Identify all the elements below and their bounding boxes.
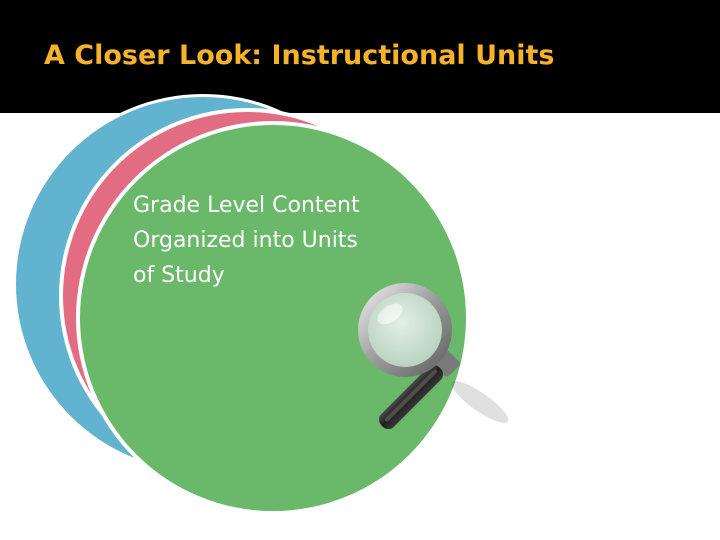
body-line: Grade Level Content: [133, 193, 360, 218]
slide-title: A Closer Look: Instructional Units: [44, 40, 555, 71]
unit-description: [133, 188, 433, 293]
body-line: Organized into Units: [133, 228, 358, 253]
body-line: of Study: [133, 263, 225, 288]
